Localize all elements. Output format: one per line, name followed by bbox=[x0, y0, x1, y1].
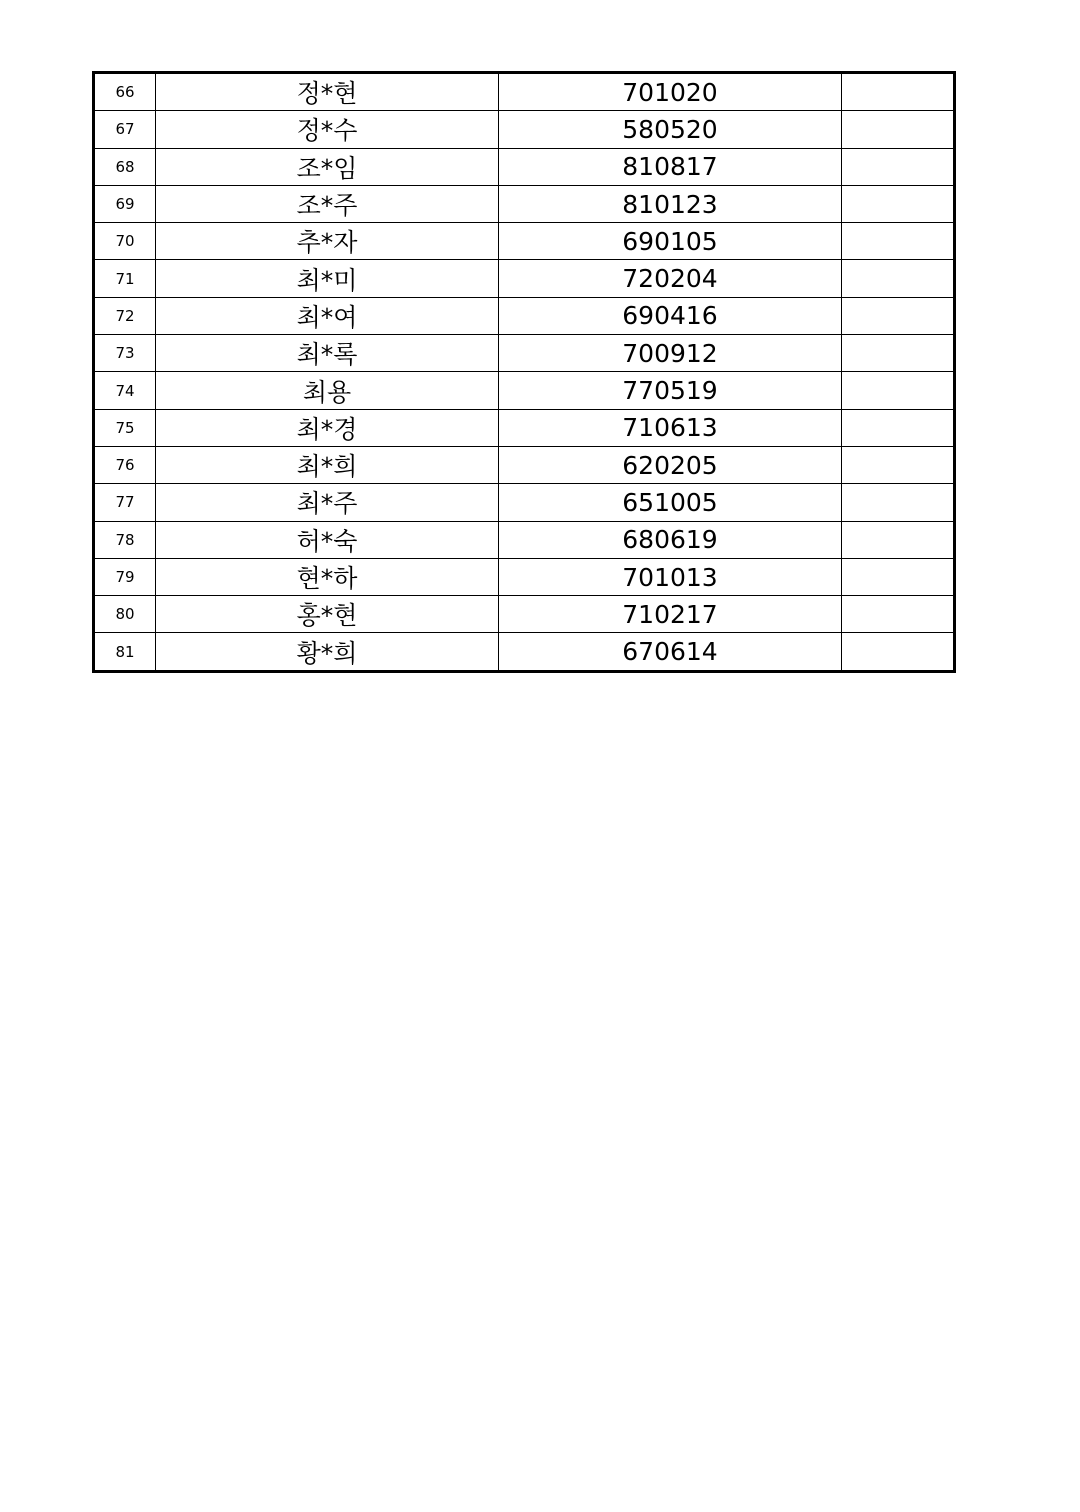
birthdate-cell: 810817 bbox=[499, 148, 842, 185]
note-cell bbox=[842, 223, 955, 260]
birthdate-cell: 651005 bbox=[499, 484, 842, 521]
row-number-cell: 76 bbox=[94, 446, 156, 483]
note-cell bbox=[842, 484, 955, 521]
note-cell bbox=[842, 111, 955, 148]
birthdate-cell: 720204 bbox=[499, 260, 842, 297]
roster-table bbox=[92, 71, 956, 673]
table-row bbox=[94, 185, 955, 222]
birthdate-cell: 701020 bbox=[499, 73, 842, 111]
note-cell bbox=[842, 409, 955, 446]
row-number-cell: 66 bbox=[94, 73, 156, 111]
name-cell: 최*여 bbox=[156, 297, 499, 334]
note-cell bbox=[842, 521, 955, 558]
birthdate-cell: 700912 bbox=[499, 335, 842, 372]
row-number-cell: 72 bbox=[94, 297, 156, 334]
row-number-cell: 74 bbox=[94, 372, 156, 409]
name-cell: 정*현 bbox=[156, 73, 499, 111]
note-cell bbox=[842, 446, 955, 483]
note-cell bbox=[842, 335, 955, 372]
row-number-cell: 80 bbox=[94, 596, 156, 633]
row-number-cell: 75 bbox=[94, 409, 156, 446]
note-cell bbox=[842, 73, 955, 111]
name-cell: 홍*현 bbox=[156, 596, 499, 633]
birthdate-cell: 710613 bbox=[499, 409, 842, 446]
name-cell: 최*미 bbox=[156, 260, 499, 297]
table-row bbox=[94, 372, 955, 409]
table-row bbox=[94, 558, 955, 595]
name-cell: 최*희 bbox=[156, 446, 499, 483]
birthdate-cell: 810123 bbox=[499, 185, 842, 222]
roster-table-body bbox=[94, 73, 955, 672]
table-row bbox=[94, 297, 955, 334]
table-row bbox=[94, 335, 955, 372]
birthdate-cell: 690416 bbox=[499, 297, 842, 334]
row-number-cell: 67 bbox=[94, 111, 156, 148]
table-row bbox=[94, 260, 955, 297]
table-row bbox=[94, 111, 955, 148]
row-number-cell: 77 bbox=[94, 484, 156, 521]
row-number-cell: 68 bbox=[94, 148, 156, 185]
name-cell: 조*임 bbox=[156, 148, 499, 185]
birthdate-cell: 680619 bbox=[499, 521, 842, 558]
row-number-cell: 73 bbox=[94, 335, 156, 372]
row-number-cell: 71 bbox=[94, 260, 156, 297]
name-cell: 최용 bbox=[156, 372, 499, 409]
note-cell bbox=[842, 148, 955, 185]
table-row bbox=[94, 148, 955, 185]
birthdate-cell: 670614 bbox=[499, 633, 842, 671]
name-cell: 현*하 bbox=[156, 558, 499, 595]
note-cell bbox=[842, 372, 955, 409]
birthdate-cell: 770519 bbox=[499, 372, 842, 409]
note-cell bbox=[842, 558, 955, 595]
table-row bbox=[94, 484, 955, 521]
birthdate-cell: 710217 bbox=[499, 596, 842, 633]
name-cell: 최*경 bbox=[156, 409, 499, 446]
row-number-cell: 78 bbox=[94, 521, 156, 558]
table-row bbox=[94, 73, 955, 111]
note-cell bbox=[842, 297, 955, 334]
row-number-cell: 70 bbox=[94, 223, 156, 260]
name-cell: 추*자 bbox=[156, 223, 499, 260]
name-cell: 최*주 bbox=[156, 484, 499, 521]
name-cell: 조*주 bbox=[156, 185, 499, 222]
row-number-cell: 81 bbox=[94, 633, 156, 671]
row-number-cell: 79 bbox=[94, 558, 156, 595]
name-cell: 황*희 bbox=[156, 633, 499, 671]
table-row bbox=[94, 521, 955, 558]
note-cell bbox=[842, 633, 955, 671]
table-row bbox=[94, 409, 955, 446]
name-cell: 정*수 bbox=[156, 111, 499, 148]
note-cell bbox=[842, 596, 955, 633]
row-number-cell: 69 bbox=[94, 185, 156, 222]
birthdate-cell: 620205 bbox=[499, 446, 842, 483]
table-row bbox=[94, 633, 955, 671]
name-cell: 최*록 bbox=[156, 335, 499, 372]
table-row bbox=[94, 223, 955, 260]
birthdate-cell: 701013 bbox=[499, 558, 842, 595]
birthdate-cell: 580520 bbox=[499, 111, 842, 148]
name-cell: 허*숙 bbox=[156, 521, 499, 558]
note-cell bbox=[842, 260, 955, 297]
table-row bbox=[94, 446, 955, 483]
table-row bbox=[94, 596, 955, 633]
note-cell bbox=[842, 185, 955, 222]
birthdate-cell: 690105 bbox=[499, 223, 842, 260]
